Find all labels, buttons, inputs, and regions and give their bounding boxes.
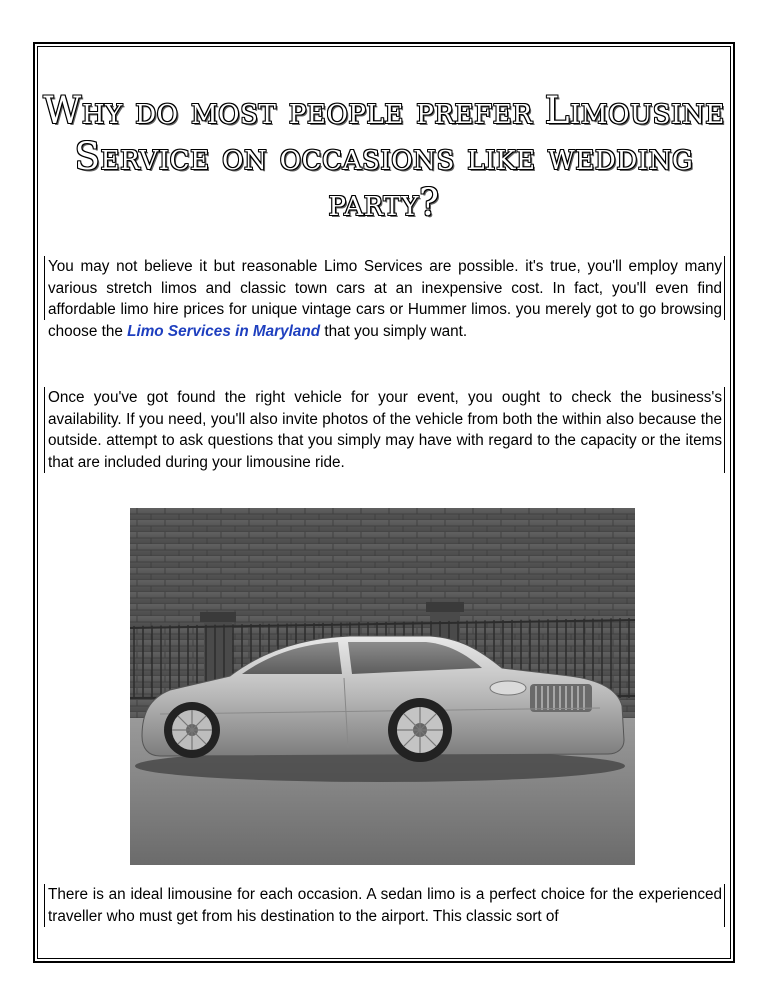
- text-frame-right-marker: [724, 884, 725, 927]
- paragraph-intro-tail: that you simply want.: [320, 322, 468, 340]
- paragraph-intro: [48, 256, 722, 342]
- limousine-photo: [130, 508, 635, 865]
- text-frame-left-marker: [44, 256, 45, 320]
- text-frame-left-marker: [44, 387, 45, 473]
- page-title: Why do most people prefer Limousine Service on occasions like wedding party?: [43, 89, 725, 224]
- paragraph-occasions: There is an ideal limousine for each occasion. A sedan limo is a perfect choice for the experienced traveller who must get from his destination to the airport. This classic sort of: [48, 886, 722, 925]
- paragraph-availability: Once you've got found the right vehicle for your event, you ought to check the business's availability. If you need, you'll also invite photos of the vehicle from both the within also because the outside. attempt to ask questions that you simply may have with regard to the capacity or the items that are included during your limousine ride.: [48, 389, 722, 471]
- limo-services-maryland-link[interactable]: Limo Services in Maryland: [127, 322, 321, 340]
- paragraph-intro-text: You may not believe it but reasonable Limo Services are possible. it's true, you'll employ many various stretch limos and classic town cars at an inexpensive cost. In fact, you'll even find affordable limo hire prices for unique vintage cars or Hummer limos. you merely got to go browsing choose the: [48, 258, 722, 340]
- text-frame-right-marker: [724, 256, 725, 320]
- text-frame-right-marker: [724, 387, 725, 473]
- text-frame-left-marker: [44, 884, 45, 927]
